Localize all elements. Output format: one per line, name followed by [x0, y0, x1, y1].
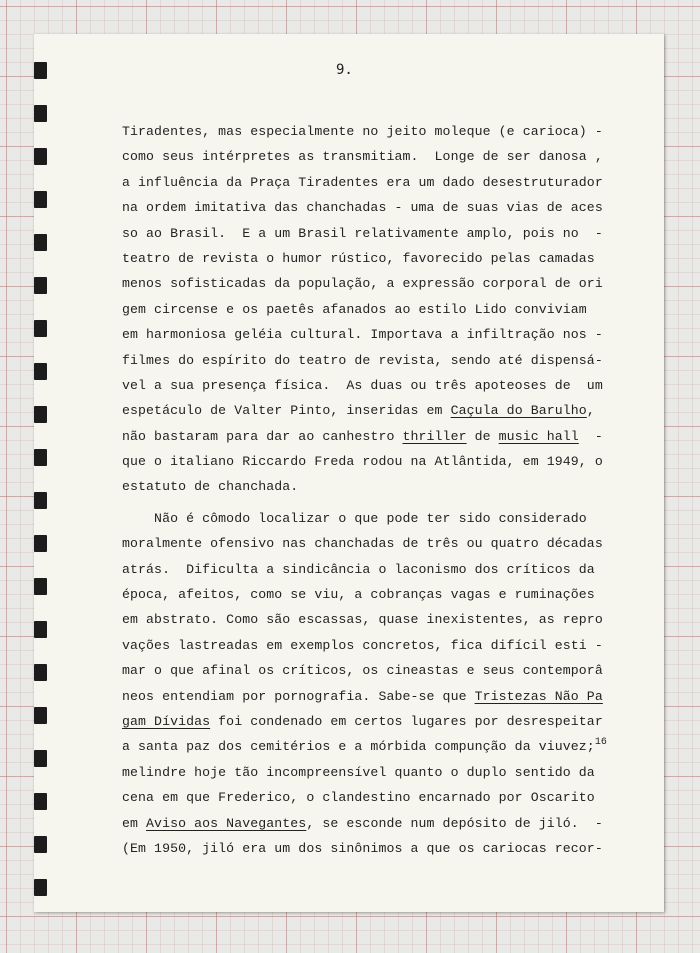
underlined-term: music hall [498, 428, 579, 444]
text-line: (Em 1950, jiló era um dos sinônimos a que os cariocas recor- [122, 840, 603, 856]
text-line [122, 709, 622, 734]
film-title: Caçula do Barulho [450, 403, 587, 419]
text-line: em harmoniosa geléia cultural. Importava a infiltração nos - [122, 327, 603, 343]
page-number: 9. [336, 62, 353, 78]
film-title: Tristezas Não Pa [474, 688, 603, 704]
text-line: época, afeitos, como se viu, a cobranças vagas e ruminações [122, 587, 595, 603]
film-title: Aviso aos Navegantes [146, 815, 307, 831]
text-line [122, 811, 622, 836]
text-line: vações lastreadas em exemplos concretos, fica difícil esti - [122, 637, 603, 653]
text-line: menos sofisticadas da população, a expressão corporal de ori [122, 276, 603, 292]
text-line: estatuto de chanchada. [122, 479, 299, 495]
text-line: em abstrato. Como são escassas, quase inexistentes, as repro [122, 612, 603, 628]
text-line: teatro de revista o humor rústico, favorecido pelas camadas [122, 250, 595, 266]
text-span: foi condenado em certos lugares por desrespeitar [210, 713, 603, 729]
text-line: filmes do espírito do teatro de revista, sendo até dispensá- [122, 352, 603, 368]
text-span: de [466, 428, 499, 444]
footnote-marker: 16 [594, 737, 608, 749]
text-line: atrás. Dificulta a sindicância o laconismo dos críticos da [122, 561, 595, 577]
body-text [122, 119, 622, 861]
underlined-term: thriller [402, 428, 467, 444]
text-line: na ordem imitativa das chanchadas - uma de suas vias de aces [122, 200, 603, 216]
text-line: mar o que afinal os críticos, os cineastas e seus contemporâ [122, 663, 603, 679]
text-line [122, 424, 622, 449]
spiral-binding [34, 62, 48, 902]
text-line [122, 398, 622, 423]
text-span: neos entendiam por pornografia. Sabe-se que [122, 688, 475, 704]
text-span: , [586, 403, 595, 419]
text-line [122, 734, 622, 759]
text-line: a influência da Praça Tiradentes era um dado desestruturador [122, 174, 603, 190]
text-line: vel a sua presença física. As duas ou três apoteoses de um [122, 377, 603, 393]
text-line: so ao Brasil. E a um Brasil relativamente amplo, pois no - [122, 225, 603, 241]
text-line: moralmente ofensivo nas chanchadas de três ou quatro décadas [122, 536, 603, 552]
text-span: em [122, 815, 147, 831]
text-line [122, 684, 622, 709]
text-line: que o italiano Riccardo Freda rodou na Atlântida, em 1949, o [122, 454, 603, 470]
text-line: Não é cômodo localizar o que pode ter sido considerado [122, 510, 587, 526]
text-line: gem circense e os paetês afanados ao estilo Lido conviviam [122, 301, 587, 317]
text-span: espetáculo de Valter Pinto, inseridas em [122, 403, 451, 419]
text-span: , se esconde num depósito de jiló. - [306, 815, 603, 831]
text-line: Tiradentes, mas especialmente no jeito moleque (e carioca) - [122, 124, 603, 139]
text-line: melindre hoje tão incompreensível quanto o duplo sentido da [122, 764, 595, 780]
text-line: cena em que Frederico, o clandestino encarnado por Oscarito [122, 790, 595, 806]
text-span: a santa paz dos cemitérios e a mórbida compunção da viuvez; [122, 739, 595, 755]
text-span: não bastaram para dar ao canhestro [122, 428, 403, 444]
text-span: - [578, 428, 603, 444]
film-title: gam Dívidas [122, 713, 211, 729]
text-line: como seus intérpretes as transmitiam. Longe de ser danosa , [122, 149, 603, 165]
